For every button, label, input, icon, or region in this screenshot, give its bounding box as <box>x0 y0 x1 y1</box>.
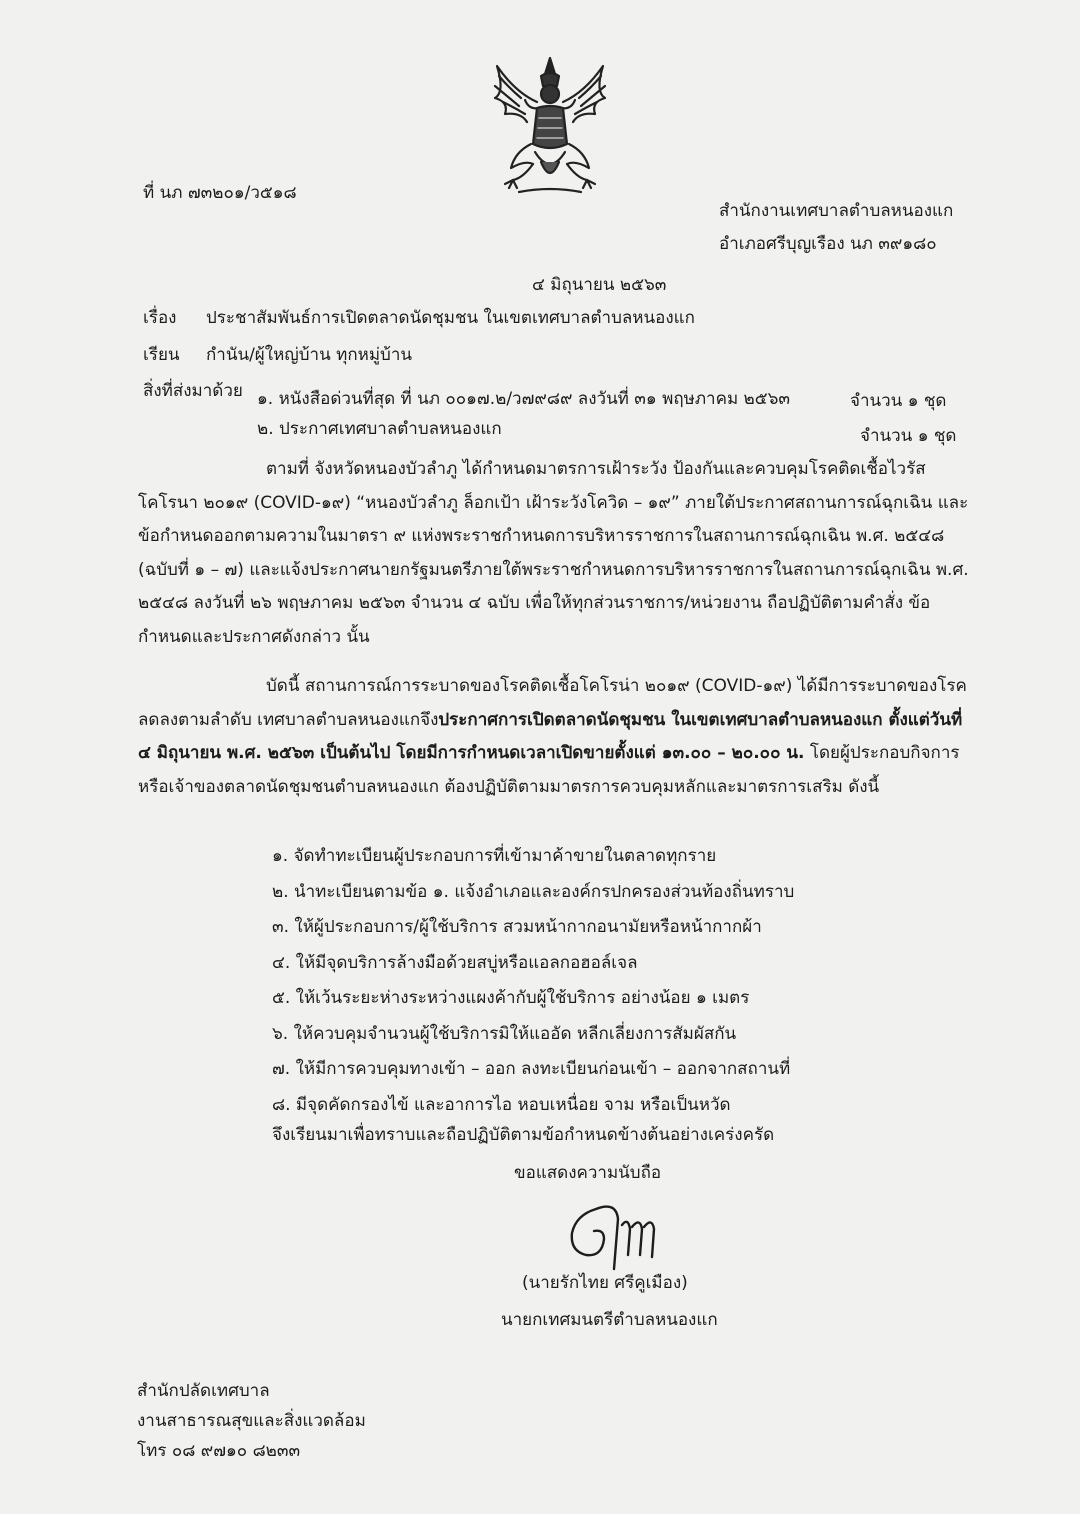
signature-icon <box>556 1195 686 1275</box>
document-number: ที่ นภ ๗๓๒๐๑/ว๕๑๘ <box>143 183 297 203</box>
signer-title: นายกเทศมนตรีตำบลหนองแก <box>501 1310 718 1330</box>
enclosures-label: สิ่งที่ส่งมาด้วย <box>143 381 243 401</box>
list-item: ๒. นำทะเบียนตามข้อ ๑. แจ้งอำเภอและองค์กรปกครองส่วนท้องถิ่นทราบ <box>272 881 795 902</box>
signer-name: (นายรักไทย ศรีคูเมือง) <box>522 1273 688 1293</box>
enclosure-item-2-qty: จำนวน ๑ ชุด <box>860 426 957 446</box>
list-item: ๕. ให้เว้นระยะห่างระหว่างแผงค้ากับผู้ใช้บริการ อย่างน้อย ๑ เมตร <box>272 988 750 1008</box>
list-item: ๘. มีจุดคัดกรองไข้ และอาการไอ หอบเหนื่อย จาม หรือเป็นหวัด <box>272 1094 731 1115</box>
list-item: ๖. ให้ควบคุมจำนวนผู้ใช้บริการมิให้แออัด หลีกเลี่ยงการสัมผัสกัน <box>272 1023 737 1044</box>
enclosure-item-2: ๒. ประกาศเทศบาลตำบลหนองแก <box>257 419 502 439</box>
footer-phone: โทร ๐๘ ๙๗๑๐ ๘๒๓๓ <box>137 1441 301 1461</box>
closing-sentence: จึงเรียนมาเพื่อทราบและถือปฏิบัติตามข้อกำหนดข้างต้นอย่างเคร่งครัด <box>272 1125 775 1145</box>
announcement-text-1: บัดนี้ สถานการณ์การระบาดของโรคติดเชื้อโคโรน่า ๒๐๑๙ (COVID-๑๙) ได้มีการระบาดของโรคลดลงตามลำดับ เทศบาลตำบลหนองแกจึง <box>138 676 967 730</box>
garuda-emblem-icon <box>475 52 625 202</box>
document-date: ๔ มิถุนายน ๒๕๖๓ <box>532 275 667 295</box>
list-item: ๓. ให้ผู้ประกอบการ/ผู้ใช้บริการ สวมหน้ากากอนามัยหรือหน้ากากผ้า <box>272 917 762 937</box>
footer-department: สำนักปลัดเทศบาล <box>137 1381 270 1401</box>
enclosure-item-1-qty: จำนวน ๑ ชุด <box>850 391 947 411</box>
list-item: ๗. ให้มีการควบคุมทางเข้า – ออก ลงทะเบียนก่อนเข้า – ออกจากสถานที่ <box>272 1059 791 1079</box>
paragraph-announcement <box>138 670 973 804</box>
regards: ขอแสดงความนับถือ <box>514 1163 662 1183</box>
announcement-bold-text: ประกาศการเปิดตลาดนัดชุมชน ในเขตเทศบาลตำบลหนองแก ตั้งแต่วันที่ ๔ มิถุนายน พ.ศ. ๒๕๖๓ เป็นต้นไป โดยมีการกำหนดเวลาเปิดขายตั้งแต่ ๑๓.๐๐ – ๒๐.๐๐ น. <box>138 709 963 763</box>
paragraph-background <box>138 453 973 654</box>
office-name: สำนักงานเทศบาลตำบลหนองแก <box>719 201 954 221</box>
subject-label: เรื่อง <box>143 308 177 328</box>
list-item: ๑. จัดทำทะเบียนผู้ประกอบการที่เข้ามาค้าขายในตลาดทุกราย <box>272 846 717 866</box>
measures-list <box>272 839 992 1123</box>
footer-section: งานสาธารณสุขและสิ่งแวดล้อม <box>137 1411 366 1431</box>
paragraph-background-text: ตามที่ จังหวัดหนองบัวลำภู ได้กำหนดมาตรการเฝ้าระวัง ป้องกันและควบคุมโรคติดเชื้อไวรัสโคโรนา ๒๐๑๙ (COVID-๑๙) “หนองบัวลำภู ล็อกเป้า เฝ้าระวังโควิด – ๑๙” ภายใต้ประกาศสถานการณ์ฉุกเฉิน และข้อกำหนดออกตามความในมาตรา ๙ แห่งพระราชกำหนดการบริหารราชการในสถานการณ์ฉุกเฉิน พ.ศ. ๒๕๔๘ (ฉบับที่ ๑ – ๗) และแจ้งประกาศนายกรัฐมนตรีภายใต้พระราชกำหนดการบริหารราชการในสถานการณ์ฉุกเฉิน พ.ศ. ๒๕๔๘ ลงวันที่ ๒๖ พฤษภาคม ๒๕๖๓ จำนวน ๔ ฉบับ เพื่อให้ทุกส่วนราชการ/หน่วยงาน ถือปฏิบัติตามคำสั่ง ข้อกำหนดและประกาศดังกล่าว นั้น <box>138 459 969 647</box>
enclosure-item-1: ๑. หนังสือด่วนที่สุด ที่ นภ ๐๐๑๗.๒/ว๗๙๘๙ ลงวันที่ ๓๑ พฤษภาคม ๒๕๖๓ <box>257 389 791 409</box>
subject-text: ประชาสัมพันธ์การเปิดตลาดนัดชุมชน ในเขตเทศบาลตำบลหนองแก <box>206 308 695 328</box>
recipient-text: กำนัน/ผู้ใหญ่บ้าน ทุกหมู่บ้าน <box>206 345 412 365</box>
office-address: อำเภอศรีบุญเรือง นภ ๓๙๑๘๐ <box>719 234 937 254</box>
recipient-label: เรียน <box>143 345 180 365</box>
list-item: ๔. ให้มีจุดบริการล้างมือด้วยสบู่หรือแอลกอฮอล์เจล <box>272 952 638 973</box>
announcement-text-2: โดยผู้ประกอบกิจการหรือเจ้าของตลาดนัดชุมชนตำบลหนองแก ต้องปฏิบัติตามมาตรการควบคุมหลักและมาตรการเสริม ดังนี้ <box>138 743 960 797</box>
